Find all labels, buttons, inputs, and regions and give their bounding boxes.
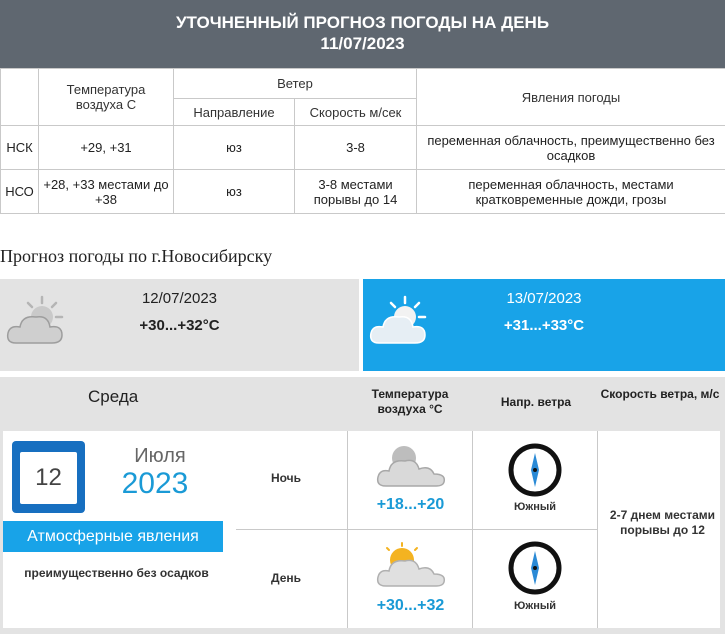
phenomena-cell: переменная облачность, преимущественно без осадков [417,126,725,170]
day-card-1[interactable] [0,279,359,371]
compass-icon [508,541,562,595]
night-wind-direction: Южный [513,501,557,513]
phenomena-cell: переменная облачность, местами кратковременные дожди, грозы [417,170,725,214]
night-cloudy-icon [374,442,450,492]
period-day-label: День [271,571,301,585]
day-card-temp: +31...+33°C [503,317,585,334]
divider [236,529,597,530]
direction-cell: юз [174,126,295,170]
direction-cell: юз [174,170,295,214]
phenomena-header: Явления погоды [417,69,725,126]
day-wind-direction: Южный [513,600,557,612]
wind-speed-value: 2-7 днем местами порывы до 12 [609,508,716,537]
forecast-table [0,68,725,214]
compass-icon [508,443,562,497]
region-header [1,69,39,126]
detail-wind-dir-header: Напр. ветра [500,395,572,409]
month-label: Июля [134,445,186,467]
region-cell: НСО [1,170,39,214]
speed-header: Скорость м/сек [295,99,417,126]
temp-cell: +28, +33 местами до +38 [39,170,174,214]
direction-header: Направление [174,99,295,126]
period-night-label: Ночь [270,471,302,485]
detail-header [0,377,725,429]
calendar-icon [12,441,85,513]
weekday-label: Среда [88,387,139,406]
day-card-date: 12/07/2023 [141,290,218,307]
day-card-2[interactable] [363,279,725,371]
detail-temp-header: Температура воздуха °C [371,387,449,416]
calendar-day: 12 [20,452,77,504]
sun-cloudy-icon [374,542,450,592]
banner-title: УТОЧНЕННЫЙ ПРОГНОЗ ПОГОДЫ НА ДЕНЬ [175,13,550,32]
year-label: 2023 [121,467,189,500]
temp-cell: +29, +31 [39,126,174,170]
forecast-banner [0,0,725,68]
day-card-date: 13/07/2023 [506,290,582,307]
wind-header: Ветер [174,69,417,99]
detail-wind-speed-header: Скорость ветра, м/с [600,387,720,401]
day-temperature: +30...+32 [376,597,445,614]
temp-header: Температура воздуха С [39,69,174,126]
speed-cell: 3-8 местами порывы до 14 [295,170,417,214]
banner-date: 11/07/2023 [320,34,405,53]
region-cell: НСК [1,126,39,170]
atmospheric-phenomena-label: Атмосферные явления [3,521,223,552]
atmospheric-phenomena-text: преимущественно без осадков [24,566,209,580]
night-temperature: +18...+20 [376,496,445,513]
city-forecast-title: Прогноз погоды по г.Новосибирску [0,246,273,266]
speed-cell: 3-8 [295,126,417,170]
divider [597,431,598,628]
day-card-temp: +30...+32°C [139,317,220,334]
table-row [1,126,725,170]
table-row [1,170,725,214]
